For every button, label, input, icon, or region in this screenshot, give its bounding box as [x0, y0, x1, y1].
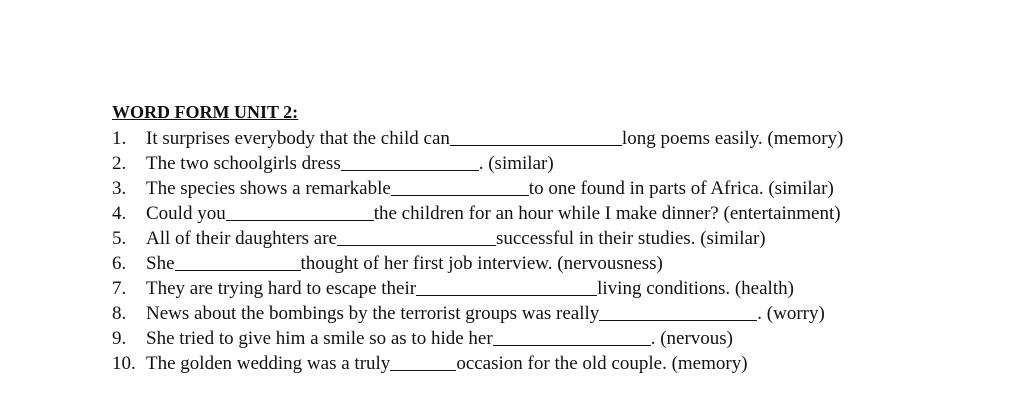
- exercise-item-7: [112, 276, 1012, 301]
- item-number: 2.: [112, 153, 127, 174]
- answer-blank[interactable]: [416, 276, 597, 296]
- sentence-after-blank: living conditions. (health): [597, 278, 794, 299]
- answer-blank[interactable]: [493, 326, 651, 346]
- sentence-before-blank: The two schoolgirls dress: [146, 153, 341, 174]
- exercise-item-6: [112, 251, 1012, 276]
- exercise-item-8: [112, 301, 1012, 326]
- item-number: 3.: [112, 178, 127, 199]
- sentence-before-blank: They are trying hard to escape their: [146, 278, 417, 299]
- item-number: 4.: [112, 203, 127, 224]
- item-number: 9.: [112, 328, 127, 349]
- sentence-after-blank: long poems easily. (memory): [621, 128, 844, 149]
- exercise-item-10: [112, 351, 1012, 376]
- answer-blank[interactable]: [337, 226, 496, 246]
- sentence-after-blank: . (nervous): [650, 328, 733, 349]
- exercise-item-1: [112, 126, 1012, 151]
- sentence-before-blank: It surprises everybody that the child can: [146, 128, 450, 149]
- sentence-after-blank: thought of her first job interview. (nervousness): [300, 253, 663, 274]
- sentence-before-blank: She tried to give him a smile so as to hide her: [146, 328, 493, 349]
- sentence-before-blank: News about the bombings by the terrorist groups was really: [146, 303, 600, 324]
- answer-blank[interactable]: [341, 151, 479, 171]
- sentence-after-blank: the children for an hour while I make dinner? (entertainment): [373, 203, 841, 224]
- sentence-after-blank: . (similar): [478, 153, 554, 174]
- item-number: 6.: [112, 253, 127, 274]
- worksheet-title: WORD FORM UNIT 2:: [112, 102, 299, 122]
- sentence-after-blank: occasion for the old couple. (memory): [456, 353, 748, 374]
- sentence-after-blank: successful in their studies. (similar): [495, 228, 766, 249]
- sentence-before-blank: The species shows a remarkable: [146, 178, 391, 199]
- worksheet: [112, 101, 1012, 376]
- answer-blank[interactable]: [599, 301, 757, 321]
- answer-blank[interactable]: [450, 126, 622, 146]
- sentence-after-blank: to one found in parts of Africa. (similar): [528, 178, 834, 199]
- exercise-item-4: [112, 201, 1012, 226]
- sentence-before-blank: The golden wedding was a truly: [146, 353, 391, 374]
- item-number: 8.: [112, 303, 127, 324]
- item-number: 5.: [112, 228, 127, 249]
- item-number: 10.: [112, 353, 136, 374]
- answer-blank[interactable]: [175, 251, 301, 271]
- answer-blank[interactable]: [226, 201, 374, 221]
- sentence-before-blank: All of their daughters are: [146, 228, 337, 249]
- exercise-item-3: [112, 176, 1012, 201]
- item-number: 1.: [112, 128, 127, 149]
- exercise-list: [112, 126, 1012, 376]
- exercise-item-5: [112, 226, 1012, 251]
- exercise-item-2: [112, 151, 1012, 176]
- sentence-before-blank: Could you: [146, 203, 226, 224]
- exercise-item-9: [112, 326, 1012, 351]
- sentence-before-blank: She: [146, 253, 175, 274]
- answer-blank[interactable]: [391, 176, 529, 196]
- answer-blank[interactable]: [390, 351, 456, 371]
- item-number: 7.: [112, 278, 127, 299]
- sentence-after-blank: . (worry): [757, 303, 825, 324]
